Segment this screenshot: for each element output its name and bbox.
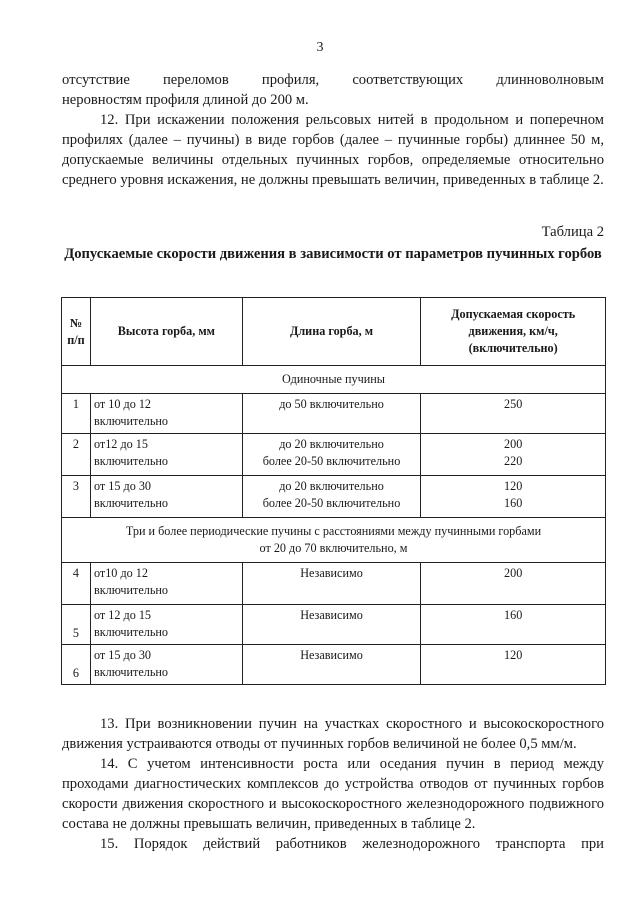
paragraph-14: 14. С учетом интенсивности роста или оседания пучин в период между проходами диагностических комплексов до устройства отводов от пучинных горбов скорости движения скоростного и высокоскоростного железнодорожного подвижного состава не должны превышать величин, приведенных в таблице 2. (62, 756, 604, 832)
row-num: 2 (62, 434, 91, 476)
row-speed: 200 220 (421, 434, 606, 476)
row-speed: 200 (421, 563, 606, 605)
table-row (62, 394, 606, 434)
page-number: 3 (316, 40, 324, 55)
row-speed: 120 (421, 645, 606, 685)
row-length: Независимо (242, 645, 421, 685)
row-length: до 50 включительно (242, 394, 421, 434)
row-height: от12 до 15 включительно (90, 434, 242, 476)
paragraph-15: 15. Порядок действий работников железнодорожного транспорта при (100, 836, 604, 852)
row-height: от10 до 12 включительно (90, 563, 242, 605)
section-row-periodic (62, 518, 606, 563)
row-speed: 250 (421, 394, 606, 434)
table-label: Таблица 2 (541, 224, 604, 240)
table-row (62, 476, 606, 518)
row-height: от 15 до 30 включительно (90, 476, 242, 518)
table-header-row (62, 298, 606, 366)
row-height: от 15 до 30 включительно (90, 645, 242, 685)
row-height: от 12 до 15 включительно (90, 605, 242, 645)
row-num: 3 (62, 476, 91, 518)
speed-limits-table (61, 297, 606, 685)
row-num: 4 (62, 563, 91, 605)
paragraph-13: 13. При возникновении пучин на участках скоростного и высокоскоростного движения устраиваются отводы от пучинных горбов величиной не более 0,5 мм/м. (62, 716, 604, 752)
row-height: от 10 до 12 включительно (90, 394, 242, 434)
paragraph-12: 12. При искажении положения рельсовых нитей в продольном и поперечном профилях (далее – пучины) в виде горбов (далее – пучинные горбы) длиннее 50 м, допускаемые величины отдельных пучинных горбов, определяемые относительно среднего уровня искажения, не должны превышать величин, приведенных в таблице 2. (62, 112, 604, 188)
row-num: 1 (62, 394, 91, 434)
paragraph-continuation-line2: неровностям профиля длиной до 200 м. (62, 92, 309, 108)
header-length: Длина горба, м (242, 298, 421, 366)
header-height: Высота горба, мм (90, 298, 242, 366)
row-speed: 120 160 (421, 476, 606, 518)
header-num: № п/п (62, 298, 91, 366)
row-length: до 20 включительно более 20-50 включительно (242, 434, 421, 476)
header-speed: Допускаемая скорость движения, км/ч, (включительно) (421, 298, 606, 366)
table-row (62, 434, 606, 476)
row-num: 6 (62, 645, 91, 685)
paragraph-continuation-line1: отсутствие переломов профиля, соответствующих длинноволновым (62, 72, 604, 88)
section-row-single (62, 366, 606, 394)
row-length: до 20 включительно более 20-50 включительно (242, 476, 421, 518)
row-speed: 160 (421, 605, 606, 645)
section-periodic-heaves: Три и более периодические пучины с расстояниями между пучинными горбами от 20 до 70 включительно, м (62, 518, 606, 563)
section-single-heaves: Одиночные пучины (62, 366, 606, 394)
table-row (62, 645, 606, 685)
row-length: Независимо (242, 605, 421, 645)
table-row (62, 605, 606, 645)
table-row (62, 563, 606, 605)
row-length: Независимо (242, 563, 421, 605)
table-title: Допускаемые скорости движения в зависимости от параметров пучинных горбов (64, 246, 602, 262)
row-num: 5 (62, 605, 91, 645)
